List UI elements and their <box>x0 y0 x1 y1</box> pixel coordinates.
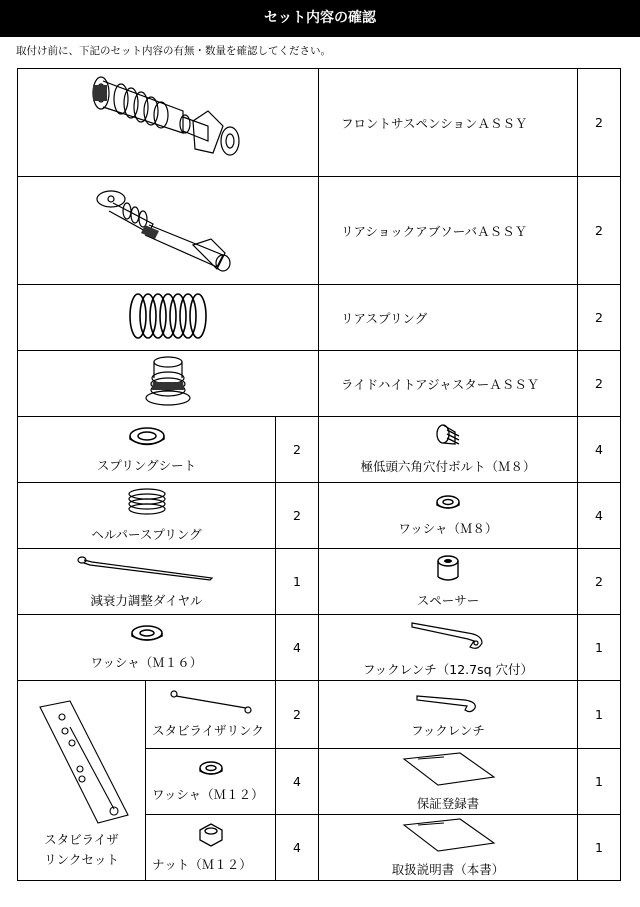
table-row <box>18 69 621 177</box>
contents-table <box>17 68 621 881</box>
item-name: リアスプリング <box>319 285 578 351</box>
intro-text: 取付け前に、下記のセット内容の有無・数量を確認してください。 <box>16 45 331 57</box>
bolt-icon <box>433 424 463 450</box>
hook-wrench-icon <box>413 690 483 714</box>
rear-spring-icon <box>118 286 218 346</box>
section-title: セット内容の確認 <box>0 0 640 37</box>
item-qty: 2 <box>578 69 621 177</box>
item-qty: 4 <box>276 749 319 815</box>
washer-m16-icon <box>129 624 165 646</box>
item-name: スタビライザリンク <box>152 723 264 738</box>
item-qty: 1 <box>578 815 621 881</box>
table-row <box>18 177 621 285</box>
item-qty: 2 <box>276 681 319 749</box>
table-row <box>18 615 621 681</box>
item-name: ヘルパースプリング <box>91 527 202 542</box>
table-row <box>18 549 621 615</box>
item-qty: 2 <box>578 285 621 351</box>
helper-spring-icon <box>125 488 169 518</box>
item-name: ワッシャ（Ｍ１６） <box>90 655 203 670</box>
item-qty: 2 <box>276 483 319 549</box>
item-name: ワッシャ（Ｍ１２） <box>152 787 264 802</box>
rear-shock-image <box>18 177 319 285</box>
stabilizer-link-icon <box>166 690 256 714</box>
item-name: リアショックアブソーバＡＳＳＹ <box>319 177 578 285</box>
washer-m12-icon <box>196 760 226 778</box>
document-icon <box>398 751 498 787</box>
spring-seat-icon <box>127 425 167 449</box>
item-qty: 2 <box>578 549 621 615</box>
height-adjuster-icon <box>138 352 198 412</box>
item-name: フロントサスペンションＡＳＳＹ <box>319 69 578 177</box>
item-name: 極低頭六角穴付ボルト（Ｍ８） <box>360 459 536 474</box>
item-name: 減衰力調整ダイヤル <box>90 593 203 608</box>
table-row <box>18 417 621 483</box>
item-name: フックレンチ（12.7sq 穴付） <box>362 662 534 677</box>
stabilizer-set-icon <box>32 697 132 827</box>
damping-dial-icon <box>72 554 222 584</box>
front-suspension-icon <box>83 71 253 171</box>
nut-icon <box>196 822 226 848</box>
item-name: スペーサー <box>416 593 480 608</box>
item-name: フックレンチ <box>411 723 485 738</box>
rear-shock-icon <box>83 179 253 279</box>
item-qty: 2 <box>276 417 319 483</box>
item-qty: 1 <box>276 549 319 615</box>
item-qty: 1 <box>578 615 621 681</box>
item-qty: 4 <box>276 815 319 881</box>
item-qty: 1 <box>578 681 621 749</box>
washer-m8-icon <box>433 494 463 512</box>
front-suspension-image <box>18 69 319 177</box>
hook-wrench-icon <box>408 617 488 653</box>
item-qty: 4 <box>578 483 621 549</box>
item-qty: 1 <box>578 749 621 815</box>
table-row <box>18 285 621 351</box>
item-qty: 2 <box>578 177 621 285</box>
item-qty: 4 <box>276 615 319 681</box>
item-name: ライドハイトアジャスターＡＳＳＹ <box>319 351 578 417</box>
item-name: スプリングシート <box>96 458 197 473</box>
table-row <box>18 483 621 549</box>
spacer-icon <box>433 554 463 584</box>
height-adjuster-image <box>18 351 319 417</box>
item-name: ワッシャ（Ｍ８） <box>398 521 498 536</box>
set-name-line2: リンクセット <box>44 852 119 867</box>
item-name: 保証登録書 <box>416 796 480 811</box>
document-icon <box>398 817 498 853</box>
item-qty: 2 <box>578 351 621 417</box>
table-row <box>18 351 621 417</box>
item-qty: 4 <box>578 417 621 483</box>
item-name: 取扱説明書（本書） <box>391 862 505 877</box>
set-name-line1: スタビライザ <box>44 832 119 847</box>
table-row <box>18 681 621 749</box>
rear-spring-image <box>18 285 319 351</box>
item-name: ナット（Ｍ１２） <box>152 857 252 872</box>
